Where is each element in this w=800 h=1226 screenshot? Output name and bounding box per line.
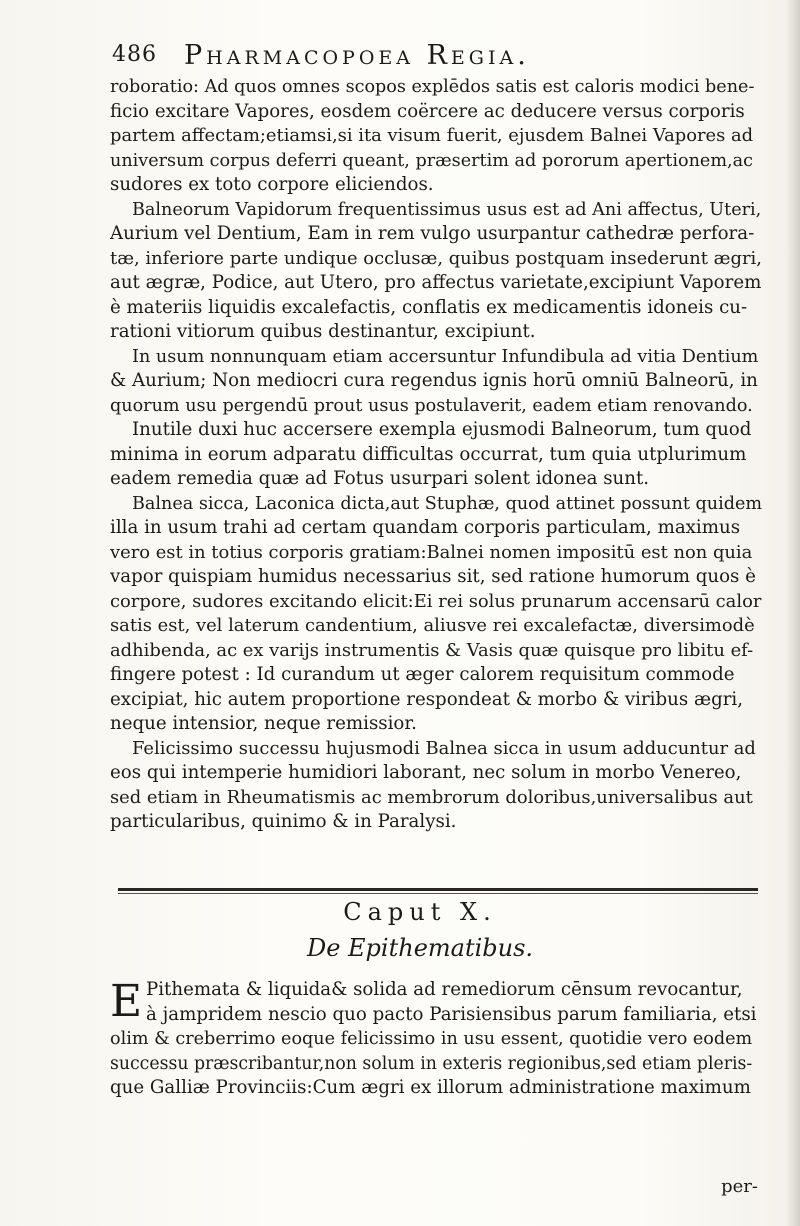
text-line: satis est, vel laterum candentium, aliusve rei excalefactæ, diversimodè: [110, 615, 755, 636]
drop-cap: E: [110, 976, 143, 1027]
text-line: Felicissimo successu hujusmodi Balnea sicca in usum adducuntur ad: [132, 737, 756, 759]
text-line: partem affectam;etiamsi,si ita visum fuerit, ejusdem Balnei Vapores ad: [110, 125, 754, 146]
section-divider: [118, 888, 758, 891]
text-line: particularibus, quinimo & in Paralysi.: [110, 811, 457, 832]
text-line: Inutile duxi huc accersere exempla ejusmodi Balneorum, tum quod: [132, 419, 752, 440]
text-line: ficio excitare Vapores, eosdem coërcere ac deducere versus corporis: [110, 100, 745, 122]
text-line: corpore, sudores excitando elicit:Ei rei solus prunarum accensarū calor: [110, 590, 762, 612]
text-line: universum corpus deferri queant, præsertim ad pororum apertionem,ac: [110, 150, 753, 171]
text-line: tæ, inferiore parte undique occlusæ, quibus postquam insederunt ægri,: [110, 247, 762, 269]
chapter-subheading: De Epithematibus.: [306, 934, 534, 962]
text-line: excipiat, hic autem proportione respondeat & morbo & viribus ægri,: [110, 688, 744, 710]
chapter-text: [110, 978, 762, 1101]
catchword: per-: [721, 1176, 758, 1197]
main-text: [110, 75, 762, 835]
text-line: sudores ex toto corpore eliciendos.: [110, 174, 434, 195]
text-line: roboratio: Ad quos omnes scopos explēdos satis est caloris modici bene-: [110, 77, 755, 97]
running-title: Pharmacopoea Regia.: [184, 40, 530, 71]
text-line: fingere potest : Id curandum ut æger calorem requisitum commode: [110, 664, 735, 685]
chapter-heading: Caput X.: [343, 898, 497, 926]
text-line: Balnea sicca, Laconica dicta,aut Stuphæ, quod attinet possunt quidem: [132, 493, 762, 514]
text-line: que Galliæ Provinciis:Cum ægri ex illorum administratione maximum: [110, 1077, 751, 1098]
text-line: In usum nonnunquam etiam accersuntur Infundibula ad vitia Dentium: [132, 346, 759, 367]
text-line: sed etiam in Rheumatismis ac membrorum doloribus,universalibus aut: [110, 786, 753, 808]
text-line: vero est in totius corporis gratiam:Balnei nomen impositū est non quia: [110, 541, 753, 563]
text-line: Aurium vel Dentium, Eam in rem vulgo usurpantur cathedræ perfora-: [110, 223, 755, 244]
running-head: [112, 42, 760, 76]
text-line: olim & creberrimo eoque felicissimo in usu essent, quotidie vero eodem: [110, 1029, 753, 1049]
text-line: Balneorum Vapidorum frequentissimus usus est ad Ani affectus, Uteri,: [132, 199, 762, 220]
drop-cap-paragraph: [110, 978, 762, 1101]
text-line: adhibenda, ac ex varijs instrumentis & Vasis quæ quisque pro libitu ef-: [110, 639, 754, 661]
text-line: à jampridem nescio quo pacto Parisiensibus parum familiaria, etsi: [146, 1003, 757, 1025]
text-line: quorum usu pergendū prout usus postulaverit, eadem etiam renovando.: [110, 395, 753, 416]
text-line: eos qui intemperie humidiori laborant, nec solum in morbo Venereo,: [110, 762, 742, 783]
text-line: è materiis liquidis excalefactis, conflatis ex medicamentis idoneis cu-: [110, 296, 748, 318]
text-line: aut ægræ, Podice, aut Utero, pro affectus varietate,excipiunt Vaporem: [110, 272, 762, 293]
text-line: rationi vitiorum quibus destinantur, excipiunt.: [110, 321, 536, 342]
page-number: 486: [112, 42, 157, 67]
text-line: eadem remedia quæ ad Fotus usurpari solent idonea sunt.: [110, 468, 650, 489]
text-line: vapor quispiam humidus necessarius sit, sed ratione humorum quos è: [110, 566, 756, 587]
text-line: successu præscribantur,non solum in exteris regionibus,sed etiam pleris-: [110, 1053, 753, 1074]
text-line: & Aurium; Non mediocri cura regendus ignis horū omniū Balneorū, in: [110, 370, 758, 391]
text-line: neque intensior, neque remissior.: [110, 713, 417, 734]
text-line: minima in eorum adparatu difficultas occurrat, tum quia utplurimum: [110, 443, 747, 465]
text-line: illa in usum trahi ad certam quandam corporis particulam, maximus: [110, 517, 741, 538]
text-line: Pithemata & liquida& solida ad remediorum cēnsum revocantur,: [146, 979, 743, 1000]
